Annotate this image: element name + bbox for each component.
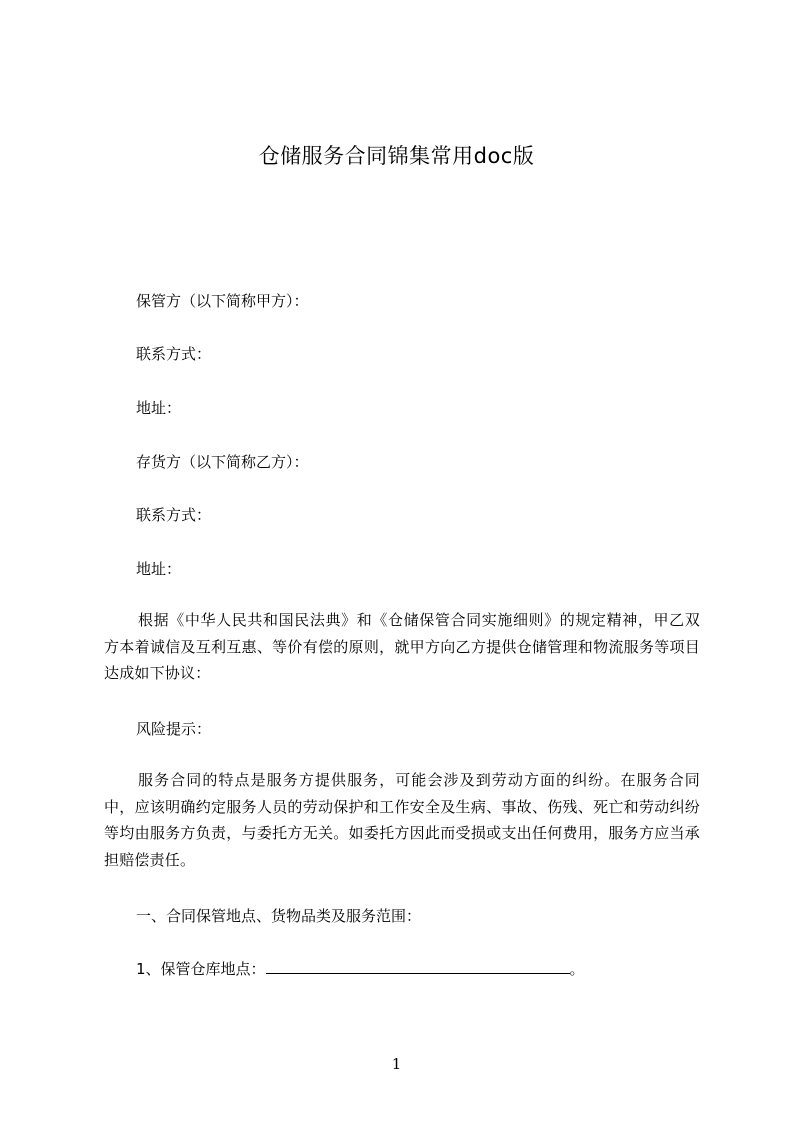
section-1-heading: 一、合同保管地点、货物品类及服务范围： (136, 907, 422, 925)
item-1-line (136, 959, 585, 979)
party-b-label: 存货方（以下简称乙方）： (136, 453, 309, 471)
document-title: 仓储服务合同锦集常用doc版 (258, 144, 535, 168)
risk-heading: 风险提示： (136, 720, 212, 738)
risk-paragraph: 服务合同的特点是服务方提供服务，可能会涉及到劳动方面的纠纷。在服务合同中，应该明确约定服务人员的劳动保护和工作安全及生病、事故、伤残、死亡和劳动纠纷等均由服务方负责，与委托方无关。如委托方因此而受损或支出任何费用，服务方应当承担赔偿责任。 (104, 771, 700, 869)
party-a-label: 保管方（以下简称甲方）： (136, 292, 309, 310)
party-a-contact: 联系方式： (136, 345, 212, 363)
item-1-suffix: 。 (569, 960, 585, 978)
party-b-address: 地址： (136, 560, 182, 578)
item-1-label: 1、保管仓库地点： (136, 960, 266, 978)
item-1-blank-field[interactable] (266, 959, 570, 974)
party-b-contact: 联系方式： (136, 506, 212, 524)
party-a-address: 地址： (136, 399, 182, 417)
page-number: 1 (391, 1055, 402, 1073)
preamble-paragraph: 根据《中华人民共和国民法典》和《仓储保管合同实施细则》的规定精神，甲乙双方本着诚信及互利互惠、等价有偿的原则，就甲方向乙方提供仓储管理和物流服务等项目达成如下协议： (104, 611, 700, 682)
